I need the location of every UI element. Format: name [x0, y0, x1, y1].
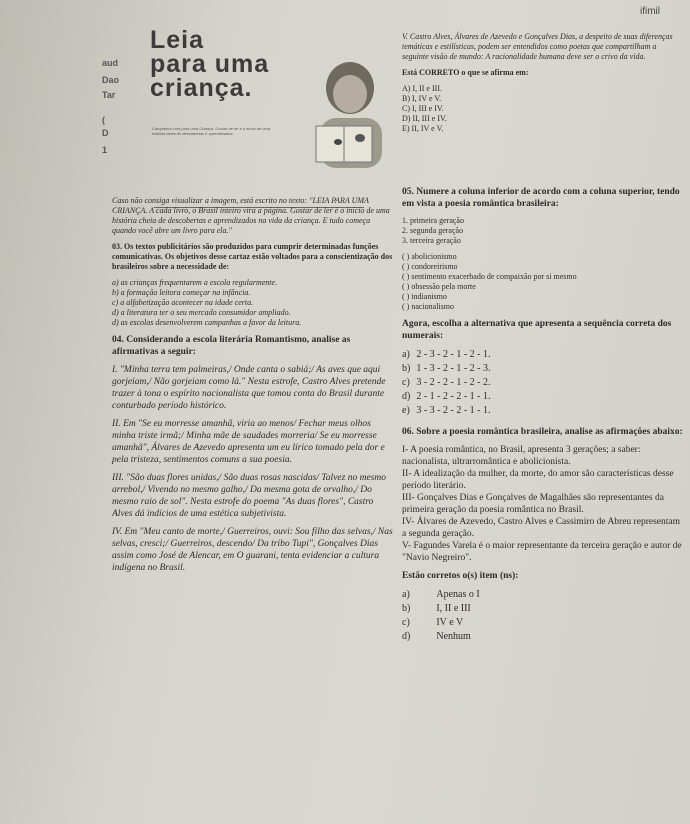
- question-02-options: [402, 84, 684, 134]
- option: a) 2 - 3 - 2 - 1 - 2 - 1.: [402, 349, 491, 360]
- statement: I- A poesia romântica, no Brasil, apresenta 3 gerações; a saber: nacionalista, ultrarromântica e abolicionista.: [402, 445, 641, 467]
- left-edge-fragment: D: [102, 128, 109, 138]
- page-corner-mark: ifimil: [640, 6, 660, 17]
- option: D) II, III e IV.: [402, 114, 447, 123]
- image-description: Caso não consiga visualizar a imagem, está escrito no texto: "LEIA PARA UMA CRIANÇA. A cada livro, o Brasil inteiro vira a página. Gostar de ler é o início de uma história cheia de descobertas e aprendizados na vida da criança. E tudo começa quando você abre um livro para ela.": [112, 196, 390, 235]
- left-edge-fragment: (: [102, 115, 105, 125]
- statement: IV- Álvares de Azevedo, Castro Alves e Cassimiro de Abreu representam a segunda geração.: [402, 517, 680, 539]
- question-06-options: [402, 588, 486, 644]
- theme-item: ( ) nacionalismo: [402, 302, 454, 311]
- option: d) as escolas desenvolverem campanhas a favor da leitura.: [112, 318, 302, 327]
- theme-item: ( ) condoreirismo: [402, 262, 458, 271]
- left-edge-fragment: Tar: [102, 90, 116, 100]
- statement: II. Em "Se eu morresse amanhã, viria ao menos/ Fechar meus olhos minha triste irmã;/ Minha mãe de saudades morreria/ Se eu morresse amanhã", Álvares de Azevedo apresenta um eu lírico tomado pela dor e pela tristeza, sentimentos comuns a sua poesia.: [112, 419, 385, 465]
- statement: III. "São duas flores unidas,/ São duas rosas nascidas/ Talvez no mesmo arrebol,/ Vivendo no mesmo galho,/ Da mesma gota de orvalho,/ Do mesmo raio de sol". Nesta estrofe do poema "As duas flores", Castro Alves dá indícios de uma estética subjetivista.: [112, 473, 386, 519]
- generation-item: 2. segunda geração: [402, 226, 464, 235]
- poster-caption: Campanha Leia para uma Criança. Gostar de ler é o início de uma história cheia de descobertas e aprendizados.: [152, 126, 271, 136]
- option: b) 1 - 3 - 2 - 1 - 2 - 3.: [402, 363, 491, 374]
- child-reading-illustration: [298, 56, 394, 174]
- option: d) Nenhum: [402, 631, 471, 642]
- generation-item: 1. primeira geração: [402, 216, 464, 225]
- theme-item: ( ) indianismo: [402, 292, 447, 301]
- right-column: [402, 186, 684, 644]
- option: e) 3 - 3 - 2 - 2 - 1 - 1.: [402, 405, 491, 416]
- option: B) I, IV e V.: [402, 94, 442, 103]
- generation-item: 3. terceira geração: [402, 236, 461, 245]
- theme-item: ( ) abolicionismo: [402, 252, 457, 261]
- left-edge-fragment: aud: [102, 58, 119, 68]
- statement: IV. Em "Meu canto de morte,/ Guerreiros, ouvi: Sou filho das selvas,/ Nas selvas, cresci;/ Guerreiros, descendo/ Da tribo Tupi", Gonçalves Dias assim como José de Alencar, em O guarani, tenta evidenciar a cultura indígena no Brasil.: [112, 527, 393, 573]
- option: d) a literatura ter o seu mercado consumidor ampliado.: [112, 308, 291, 317]
- left-edge-fragment: Dao: [102, 75, 120, 85]
- option: c) 3 - 2 - 2 - 1 - 2 - 2.: [402, 377, 491, 388]
- theme-item: ( ) obsessão pela morte: [402, 282, 476, 291]
- option: A) I, II e III.: [402, 84, 442, 93]
- poster-title: Leia para uma criança.: [150, 26, 270, 102]
- theme-item: ( ) sentimento exacerbado de compaixão por si mesmo: [402, 272, 577, 281]
- option: c) a alfabetização acontecer na idade certa.: [112, 298, 254, 307]
- question-02-tail: V. Castro Alves, Álvares de Azevedo e Gonçalves Dias, a despeito de suas diferenças temáticas e estilísticas, podem ser entendidos como poetas que compartilham a seguinte visão de mundo: A racionalidade humana deve ser o crivo da vida. Está CORRETO o que se afirma em: A) I, II e III. B) I, IV e V. C) I, III e IV. D) II, III e IV. E) II, IV e V.: [402, 32, 684, 134]
- left-edge-fragment: 1: [102, 145, 108, 155]
- statement: I. "Minha terra tem palmeiras,/ Onde canta o sabiá;/ As aves que aqui gorjeiam,/ Não gorjeiam como lá." Nesta estrofe, Castro Alves pretende trazer à tona o espírito nacionalista que tomou conta do Brasil durante conturbado período histórico.: [112, 365, 386, 411]
- option: C) I, III e IV.: [402, 104, 444, 113]
- option: b) I, II e III: [402, 603, 471, 614]
- question-04: 04. Considerando a escola literária Romantismo, analise as afirmativas a seguir: I. "Minha terra tem palmeiras,/ Onde canta o sabiá;/ As aves que aqui gorjeiam,/ Não gorjeiam como lá." Nesta estrofe, Castro Alves pretende trazer à tona o espírito nacionalista que tomou conta do Brasil durante conturbado período histórico. II. Em "Se eu morresse amanhã, viria ao menos/ Fechar meus olhos minha triste irmã;/ Minha mãe de saudades morreria/ Se eu morresse amanhã", Álvares de Azevedo apresenta um eu lírico tomado pela dor e pela tristeza, sentimentos comuns a sua poesia. III. "São duas flores unidas,/ São duas rosas nascidas/ Talvez no mesmo arrebol,/ Vivendo no mesmo galho,/ Da mesma gota de orvalho,/ Do mesmo raio de sol". Nesta estrofe do poema "As duas flores", Castro Alves dá indícios de uma estética subjetivista. IV. Em "Meu canto de morte,/ Guerreiros, ouvi: Sou filho das selvas,/ Nas selvas, cresci;/ Guerreiros, descendo/ Da tribo Tupi", Gonçalves Dias assim como José de Alencar, em O guarani, tenta evidenciar a cultura indígena no Brasil.: [112, 335, 393, 573]
- question-06: 06. Sobre a poesia romântica brasileira, analise as afirmações abaixo: I- A poesia romântica, no Brasil, apresenta 3 gerações; a saber: nacionalista, ultrarromântica e abolicionista. II- A idealização da mulher, da morte, do amor são características desse período literário. III- Gonçalves Dias e Gonçalves de Magalhães são representantes da primeira geração da poesia romântica no Brasil. IV- Álvares de Azevedo, Castro Alves e Cassimiro de Abreu representam a segunda geração. V- Fagundes Varela é o maior representante da terceira geração e autor de "Navio Negreiro". Estão corretos o(s) item (ns): a) Apenas o I b) I, II e III c) IV e V d) Nenhum: [402, 427, 683, 642]
- option: b) a formação leitora começar na infância.: [112, 288, 251, 297]
- campaign-poster: [148, 28, 396, 188]
- option: E) II, IV e V.: [402, 124, 444, 133]
- question-03: 03. Os textos publicitários são produzidos para cumprir determinadas funções comunicativas. Os objetivos desse cartaz estão voltados para a conscientização dos brasileiros sobre a necessidade de: a) as crianças frequentarem a escola regularmente. b) a formação leitora começar na infância. c) a alfabetização acontecer na idade certa. d) a literatura ter o seu mercado consumidor ampliado. d) as escolas desenvolverem campanhas a favor da leitura.: [112, 242, 393, 327]
- option: c) IV e V: [402, 617, 464, 628]
- statement: V- Fagundes Varela é o maior representante da terceira geração e autor de "Navio Negreiro".: [402, 541, 682, 563]
- statement: II- A idealização da mulher, da morte, do amor são características desse período literário.: [402, 469, 674, 491]
- question-05-options: [402, 348, 497, 418]
- option: d) 2 - 1 - 2 - 2 - 1 - 1.: [402, 391, 491, 402]
- statement: III- Gonçalves Dias e Gonçalves de Magalhães são representantes da primeira geração da poesia romântica no Brasil.: [402, 493, 664, 515]
- question-05: 05. Numere a coluna inferior de acordo com a coluna superior, tendo em vista a poesia romântica brasileira: 1. primeira geração 2. segunda geração 3. terceira geração ( ) abolicionismo ( ) condoreirismo ( ) sentimento exacerbado de compaixão por si mesmo ( ) obsessão pela morte ( ) indianismo ( ) nacionalismo Agora, escolha a alternativa que apresenta a sequência correta dos numerais: a) 2 - 3 - 2 - 1 - 2 - 1. b) 1 - 3 - 2 - 1 - 2 - 3. c) 3 - 2 - 2 - 1 - 2 - 2. d) 2 - 1 - 2 - 2 - 1 - 1. e) 3 - 3 - 2 - 2 - 1 - 1.: [402, 186, 684, 418]
- option: a) as crianças frequentarem a escola regularmente.: [112, 278, 278, 287]
- option: a) Apenas o I: [402, 589, 480, 600]
- left-column: [112, 196, 394, 580]
